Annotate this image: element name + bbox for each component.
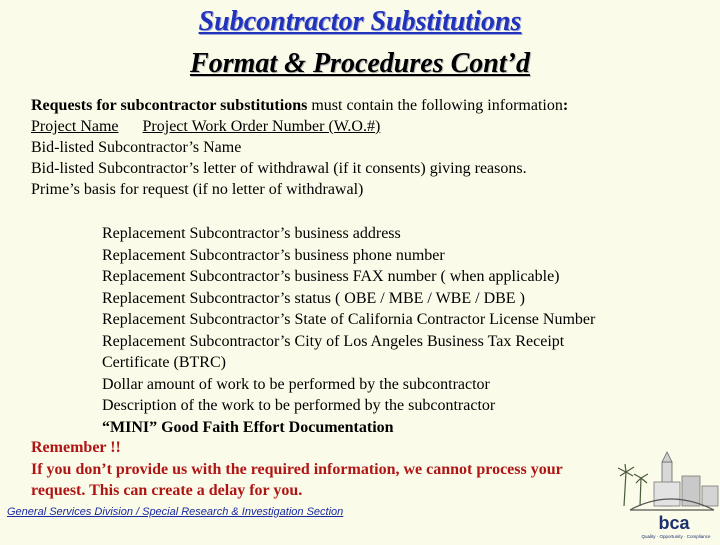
footer-link[interactable]: General Services Division / Special Research & Investigation Section	[7, 506, 344, 518]
list-item: Bid-listed Subcontractor’s letter of withdrawal (if it consents) giving reasons.	[31, 160, 527, 177]
intro-colon: :	[562, 97, 569, 114]
list-item: Certificate (BTRC)	[102, 354, 226, 371]
logo-tagline: Quality · Opportunity · Compliance	[641, 534, 711, 539]
reminder-line-1: If you don’t provide us with the required information, we cannot process your	[31, 460, 563, 478]
bca-logo	[610, 448, 720, 540]
bca-logo-graphic	[610, 448, 720, 540]
mini-gfe-line: “MINI” Good Faith Effort Documentation	[102, 418, 394, 436]
reminder-block	[31, 437, 563, 502]
list-item: Replacement Subcontractor’s status ( OBE / MBE / WBE / DBE )	[102, 289, 525, 307]
list-item: Replacement Subcontractor’s State of California Contractor License Number	[102, 311, 596, 328]
intro-rest: must contain the following information	[307, 97, 563, 114]
reminder-label: Remember !!	[31, 439, 121, 456]
logo-letters: bca	[658, 513, 690, 533]
list-item: Bid-listed Subcontractor’s Name	[31, 139, 242, 156]
list-item: Replacement Subcontractor’s business address	[102, 225, 401, 242]
page-title: Subcontractor Substitutions	[198, 6, 522, 37]
list-item: Dollar amount of work to be performed by the subcontractor	[102, 375, 490, 393]
requirements-block	[31, 95, 568, 200]
intro-line	[31, 95, 568, 116]
list-item: Prime’s basis for request (if no letter of withdrawal)	[31, 181, 364, 198]
list-item: Replacement Subcontractor’s business FAX number ( when applicable)	[102, 268, 560, 285]
list-item: Replacement Subcontractor’s business phone number	[102, 246, 445, 264]
page-subtitle: Format & Procedures Cont’d	[190, 48, 530, 79]
work-order-label: Project Work Order Number (W.O.#)	[142, 118, 381, 135]
project-name-label: Project Name	[31, 118, 119, 135]
replacement-list	[102, 223, 595, 438]
list-item: Description of the work to be performed by the subcontractor	[102, 397, 496, 414]
project-fields-line	[31, 116, 568, 137]
intro-bold: Requests for subcontractor substitutions	[31, 97, 308, 114]
reminder-line-2: request. This can create a delay for you.	[31, 482, 303, 499]
list-item: Replacement Subcontractor’s City of Los Angeles Business Tax Receipt	[102, 332, 565, 350]
